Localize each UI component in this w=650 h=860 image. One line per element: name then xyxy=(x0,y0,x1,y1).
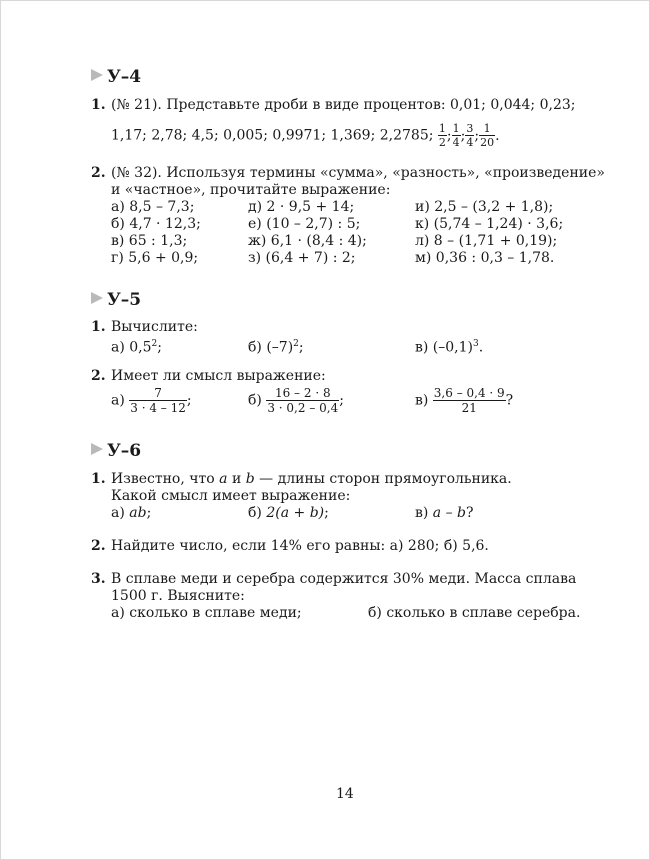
task-text: В сплаве меди и серебра содержится 30% меди. Масса сплава xyxy=(111,571,577,587)
expression-item: з) (6,4 + 7) : 2; xyxy=(248,250,356,266)
punct: . xyxy=(495,127,500,144)
expression-item xyxy=(111,505,151,522)
expression-item: к) (5,74 – 1,24) · 3,6; xyxy=(415,216,564,232)
fraction-expression xyxy=(415,387,513,414)
punct: ; xyxy=(446,127,452,144)
punct: ? xyxy=(505,392,514,409)
denominator: 4 xyxy=(452,136,460,149)
task-text: Имеет ли смысл выражение: xyxy=(111,368,326,384)
denominator: 21 xyxy=(461,401,477,415)
fraction xyxy=(433,387,506,414)
denominator: 3 · 4 – 12 xyxy=(130,401,186,415)
denominator: 4 xyxy=(466,136,474,149)
section-title: У–4 xyxy=(107,67,142,87)
punct: ; xyxy=(324,505,329,521)
expression-item: ж) 6,1 · (8,4 : 4); xyxy=(248,233,367,249)
fraction-expression xyxy=(111,387,192,414)
task-number: 1. xyxy=(91,471,106,487)
expression-item: г) 5,6 + 0,9; xyxy=(111,250,199,266)
expression: 2(a + b) xyxy=(266,505,325,521)
expression-item: д) 2 · 9,5 + 14; xyxy=(248,199,355,215)
fraction xyxy=(479,123,495,148)
power-exponent: 2 xyxy=(293,339,299,349)
expression-item: и) 2,5 – (3,2 + 1,8); xyxy=(415,199,554,215)
answer-option: б) сколько в сплаве серебра. xyxy=(368,605,581,621)
answer-option: а) сколько в сплаве меди; xyxy=(111,605,302,621)
task-text xyxy=(111,123,500,148)
punct: ; xyxy=(157,339,162,356)
expression-item: в) 65 : 1,3; xyxy=(111,233,188,249)
expression: ab xyxy=(129,505,147,521)
arrow-icon xyxy=(91,443,103,455)
punct: ; xyxy=(460,127,466,144)
variable: a xyxy=(219,471,228,487)
punct: ? xyxy=(466,505,474,521)
expression-item: л) 8 – (1,71 + 0,19); xyxy=(415,233,558,249)
denominator: 20 xyxy=(480,136,495,149)
section-heading-u5 xyxy=(91,290,141,310)
numerator: 1 xyxy=(438,122,446,135)
item-label: б) xyxy=(248,392,262,409)
numerator: 16 – 2 · 8 xyxy=(266,387,339,401)
fraction xyxy=(465,123,474,148)
numerator: 1 xyxy=(479,123,495,136)
denominator: 2 xyxy=(438,136,446,149)
expression-item: а) 8,5 – 7,3; xyxy=(111,199,195,215)
expression-item: е) (10 – 2,7) : 5; xyxy=(248,216,361,232)
arrow-icon xyxy=(91,69,103,81)
page-number: 14 xyxy=(336,786,354,802)
section-heading-u4 xyxy=(91,67,141,87)
item-label: б) xyxy=(248,505,267,521)
power-item xyxy=(111,336,162,357)
expression-item xyxy=(415,505,474,522)
task-text: и «частное», прочитайте выражение: xyxy=(111,182,391,198)
punct: ; xyxy=(186,392,192,409)
item-label: в) xyxy=(415,392,429,409)
text-part: — длины сторон прямоугольника. xyxy=(254,471,512,487)
denominator: 3 · 0,2 – 0,4 xyxy=(267,401,339,415)
fraction xyxy=(266,387,339,414)
text-part: и xyxy=(227,471,246,487)
punct: ; xyxy=(339,392,344,409)
task-number: 2. xyxy=(91,538,106,554)
item-label: а) xyxy=(111,505,130,521)
fraction-list xyxy=(438,122,500,149)
fraction xyxy=(129,387,187,414)
task-text: Найдите число, если 14% его равны: а) 280; б) 5,6. xyxy=(111,538,489,554)
power-item xyxy=(415,336,483,357)
numerator: 3 xyxy=(466,122,474,135)
numerator: 3,6 – 0,4 · 9 xyxy=(433,386,505,400)
expression: a – b xyxy=(432,505,467,521)
power-base: в) (–0,1) xyxy=(415,339,473,356)
punct: . xyxy=(478,339,484,356)
expression-item xyxy=(248,505,329,522)
numerator: 7 xyxy=(129,387,187,401)
item-label: в) xyxy=(415,505,433,521)
numerator: 1 xyxy=(452,122,460,135)
punct: ; xyxy=(298,339,304,356)
section-heading-u6 xyxy=(91,441,141,461)
punct: ; xyxy=(474,127,480,144)
power-exponent: 2 xyxy=(151,339,158,349)
task-text: (№ 32). Используя термины «сумма», «разность», «произведение» xyxy=(111,165,605,181)
section-title: У–6 xyxy=(107,441,142,461)
task-number: 1. xyxy=(91,97,106,113)
expression-item: б) 4,7 · 12,3; xyxy=(111,216,201,232)
fraction xyxy=(438,123,447,148)
text-part: Известно, что xyxy=(111,471,220,487)
item-label: а) xyxy=(111,392,125,409)
task-number: 1. xyxy=(91,319,106,335)
power-item xyxy=(248,336,304,357)
task-number: 3. xyxy=(91,571,106,587)
section-title: У–5 xyxy=(107,290,142,310)
power-exponent: 3 xyxy=(472,339,479,349)
fraction xyxy=(452,123,461,148)
task-text: Вычислите: xyxy=(111,319,198,335)
task-text-part: 1,17; 2,78; 4,5; 0,005; 0,9971; 1,369; 2,2785; xyxy=(111,127,434,144)
task-text: 1500 г. Выясните: xyxy=(111,588,245,604)
task-text: (№ 21). Представьте дроби в виде процентов: 0,01; 0,044; 0,23; xyxy=(111,97,576,113)
variable: b xyxy=(245,471,255,487)
power-base: б) (–7) xyxy=(248,339,294,356)
arrow-icon xyxy=(91,292,103,304)
punct: ; xyxy=(146,505,152,521)
power-base: а) 0,5 xyxy=(111,339,152,356)
expression-item: м) 0,36 : 0,3 – 1,78. xyxy=(415,250,555,266)
task-number: 2. xyxy=(91,368,106,384)
fraction-expression xyxy=(248,387,344,414)
task-text: Какой смысл имеет выражение: xyxy=(111,488,351,504)
task-text xyxy=(111,471,512,488)
task-number: 2. xyxy=(91,165,106,181)
